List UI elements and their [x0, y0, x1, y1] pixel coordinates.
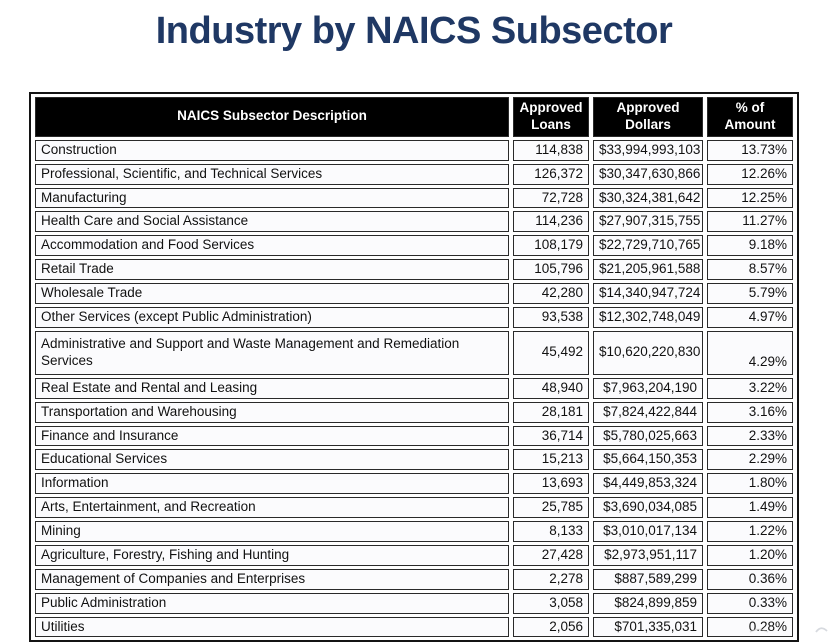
row-approved-loans: 108,179 [513, 235, 589, 256]
naics-table-container [29, 92, 799, 642]
row-description: Accommodation and Food Services [35, 235, 509, 256]
row-percent-of-amount: 3.22% [707, 378, 793, 399]
row-approved-dollars: $4,449,853,324 [593, 473, 703, 494]
row-percent-of-amount: 12.25% [707, 188, 793, 209]
table-row [35, 235, 793, 256]
table-row [35, 449, 793, 470]
row-approved-dollars: $7,824,422,844 [593, 402, 703, 423]
row-approved-loans: 42,280 [513, 283, 589, 304]
row-percent-of-amount: 9.18% [707, 235, 793, 256]
row-approved-dollars: $5,780,025,663 [593, 426, 703, 447]
row-description: Mining [35, 521, 509, 542]
row-approved-dollars: $887,589,299 [593, 569, 703, 590]
row-description: Administrative and Support and Waste Management and Remediation Services [35, 331, 509, 375]
table-row [35, 569, 793, 590]
table-row [35, 617, 793, 638]
row-approved-loans: 8,133 [513, 521, 589, 542]
row-description: Educational Services [35, 449, 509, 470]
row-description: Finance and Insurance [35, 426, 509, 447]
table-row [35, 426, 793, 447]
row-description: Transportation and Warehousing [35, 402, 509, 423]
row-approved-dollars: $5,664,150,353 [593, 449, 703, 470]
row-description: Professional, Scientific, and Technical Services [35, 164, 509, 185]
row-approved-loans: 25,785 [513, 497, 589, 518]
row-description: Construction [35, 140, 509, 161]
row-approved-dollars: $12,302,748,049 [593, 307, 703, 328]
row-approved-loans: 105,796 [513, 259, 589, 280]
table-row [35, 497, 793, 518]
row-approved-loans: 28,181 [513, 402, 589, 423]
row-description: Health Care and Social Assistance [35, 211, 509, 232]
row-approved-loans: 2,056 [513, 617, 589, 638]
table-row [35, 283, 793, 304]
row-approved-loans: 27,428 [513, 545, 589, 566]
row-percent-of-amount: 1.49% [707, 497, 793, 518]
row-approved-loans: 36,714 [513, 426, 589, 447]
cropped-decoration [748, 623, 828, 633]
page-title: Industry by NAICS Subsector [155, 10, 673, 52]
row-percent-of-amount: 3.16% [707, 402, 793, 423]
row-approved-dollars: $30,347,630,866 [593, 164, 703, 185]
column-header-description: NAICS Subsector Description [35, 97, 509, 137]
row-percent-of-amount: 0.28% [707, 617, 793, 638]
row-approved-loans: 114,236 [513, 211, 589, 232]
row-description: Wholesale Trade [35, 283, 509, 304]
table-row [35, 473, 793, 494]
table-row [35, 211, 793, 232]
row-percent-of-amount: 13.73% [707, 140, 793, 161]
row-approved-dollars: $21,205,961,588 [593, 259, 703, 280]
row-approved-dollars: $27,907,315,755 [593, 211, 703, 232]
row-approved-loans: 126,372 [513, 164, 589, 185]
row-description: Other Services (except Public Administration) [35, 307, 509, 328]
row-approved-dollars: $30,324,381,642 [593, 188, 703, 209]
row-description: Public Administration [35, 593, 509, 614]
row-percent-of-amount: 11.27% [707, 211, 793, 232]
row-approved-loans: 13,693 [513, 473, 589, 494]
row-approved-dollars: $2,973,951,117 [593, 545, 703, 566]
table-body [35, 140, 793, 638]
table-row [35, 331, 793, 375]
row-percent-of-amount: 2.33% [707, 426, 793, 447]
row-approved-loans: 3,058 [513, 593, 589, 614]
row-percent-of-amount: 8.57% [707, 259, 793, 280]
naics-table [31, 94, 797, 640]
table-row [35, 259, 793, 280]
table-row [35, 188, 793, 209]
row-percent-of-amount: 1.22% [707, 521, 793, 542]
row-approved-dollars: $701,335,031 [593, 617, 703, 638]
row-percent-of-amount: 1.20% [707, 545, 793, 566]
row-description: Management of Companies and Enterprises [35, 569, 509, 590]
table-row [35, 402, 793, 423]
row-approved-dollars: $22,729,710,765 [593, 235, 703, 256]
row-percent-of-amount: 4.97% [707, 307, 793, 328]
row-approved-loans: 72,728 [513, 188, 589, 209]
row-approved-loans: 15,213 [513, 449, 589, 470]
row-approved-dollars: $3,010,017,134 [593, 521, 703, 542]
column-header-approved-loans: Approved Loans [513, 97, 589, 137]
row-description: Manufacturing [35, 188, 509, 209]
row-description: Information [35, 473, 509, 494]
row-description: Retail Trade [35, 259, 509, 280]
row-percent-of-amount: 0.33% [707, 593, 793, 614]
table-row [35, 140, 793, 161]
row-approved-loans: 48,940 [513, 378, 589, 399]
row-description: Arts, Entertainment, and Recreation [35, 497, 509, 518]
row-approved-dollars: $824,899,859 [593, 593, 703, 614]
row-approved-loans: 2,278 [513, 569, 589, 590]
table-row [35, 307, 793, 328]
row-approved-dollars: $14,340,947,724 [593, 283, 703, 304]
row-approved-dollars: $10,620,220,830 [593, 331, 703, 375]
row-approved-loans: 114,838 [513, 140, 589, 161]
table-row [35, 521, 793, 542]
row-approved-dollars: $33,994,993,103 [593, 140, 703, 161]
row-description: Utilities [35, 617, 509, 638]
row-description: Real Estate and Rental and Leasing [35, 378, 509, 399]
row-percent-of-amount: 1.80% [707, 473, 793, 494]
row-percent-of-amount: 0.36% [707, 569, 793, 590]
row-approved-dollars: $3,690,034,085 [593, 497, 703, 518]
row-description: Agriculture, Forestry, Fishing and Hunting [35, 545, 509, 566]
table-row [35, 545, 793, 566]
table-header-row [35, 97, 793, 137]
row-percent-of-amount: 5.79% [707, 283, 793, 304]
table-row [35, 378, 793, 399]
row-percent-of-amount: 4.29% [707, 331, 793, 375]
table-header [35, 97, 793, 137]
row-approved-loans: 93,538 [513, 307, 589, 328]
row-percent-of-amount: 2.29% [707, 449, 793, 470]
column-header-percent-of-amount: % of Amount [707, 97, 793, 137]
row-approved-dollars: $7,963,204,190 [593, 378, 703, 399]
row-percent-of-amount: 12.26% [707, 164, 793, 185]
table-row [35, 593, 793, 614]
table-row [35, 164, 793, 185]
row-approved-loans: 45,492 [513, 331, 589, 375]
column-header-approved-dollars: Approved Dollars [593, 97, 703, 137]
